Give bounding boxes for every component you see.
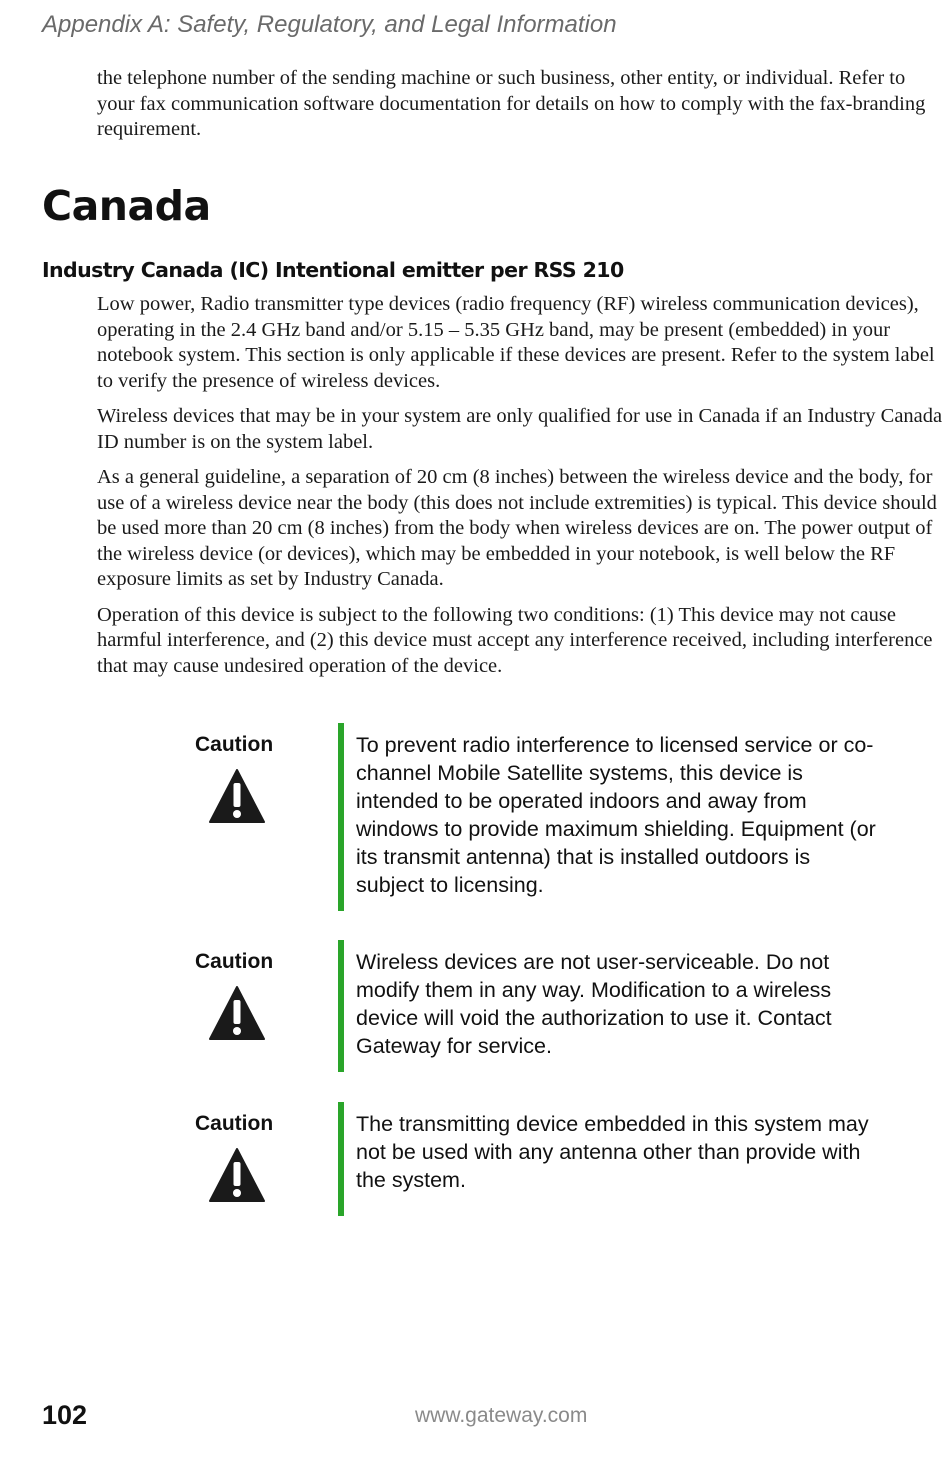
caution-text: The transmitting device embedded in this system may not be used with any antenna other than provide with the system. xyxy=(356,1112,869,1192)
caution-text: To prevent radio interference to licensed service or co-channel Mobile Satellite systems, this device is intended to be operated indoors and away from windows to provide maximum shielding. Equipment (or its transmit antenna) that is installed outdoors is subject to licensing. xyxy=(356,733,876,897)
body-paragraphs xyxy=(97,292,947,689)
paragraph-separation: As a general guideline, a separation of 20 cm (8 inches) between the wireless device and the body, for use of a wireless device near the body (this does not include extremities) is typical. This device should be used more than 20 cm (8 inches) from the body when wireless devices are on. The power output of the wireless device (or devices), which may be embedded in your notebook, is well below the RF exposure limits as set by Industry Canada. xyxy=(97,466,937,590)
caution-label: Caution xyxy=(195,1112,274,1135)
caution-box xyxy=(195,723,875,911)
caution-text: Wireless devices are not user-serviceable. Do not modify them in any way. Modification to a wireless device will void the authorization to use it. Contact Gateway for service. xyxy=(356,950,832,1058)
caution-box xyxy=(195,940,875,1072)
caution-label: Caution xyxy=(195,733,274,756)
caution-accent-bar xyxy=(338,723,344,911)
section-title: Canada xyxy=(42,182,211,230)
paragraph-low-power: Low power, Radio transmitter type devices (radio frequency (RF) wireless communication devices), operating in the 2.4 GHz band and/or 5.15 – 5.35 GHz band, may be present (embedded) in your notebook system. This section is only applicable if these devices are present. Refer to the system label to verify the presence of wireless devices. xyxy=(97,293,935,392)
caution-box xyxy=(195,1102,875,1216)
intro-paragraph: the telephone number of the sending machine or such business, other entity, or individual. Refer to your fax communication software documentation for details on how to comply with the fax-branding requirement. xyxy=(97,67,926,140)
warning-triangle-icon xyxy=(209,985,265,1041)
caution-accent-bar xyxy=(338,940,344,1072)
warning-triangle-icon xyxy=(209,768,265,824)
warning-triangle-icon xyxy=(209,1147,265,1203)
page-number: 102 xyxy=(42,1400,88,1430)
caution-label: Caution xyxy=(195,950,274,973)
caution-accent-bar xyxy=(338,1102,344,1216)
subsection-title: Industry Canada (IC) Intentional emitter per RSS 210 xyxy=(42,258,624,282)
paragraph-conditions: Operation of this device is subject to the following two conditions: (1) This device may not cause harmful interference, and (2) this device must accept any interference received, including interference that may cause undesired operation of the device. xyxy=(97,603,933,677)
paragraph-qualification: Wireless devices that may be in your system are only qualified for use in Canada if an Industry Canada ID number is on the system label. xyxy=(97,405,943,453)
running-head: Appendix A: Safety, Regulatory, and Legal Information xyxy=(42,11,617,38)
footer-url: www.gateway.com xyxy=(415,1404,588,1427)
